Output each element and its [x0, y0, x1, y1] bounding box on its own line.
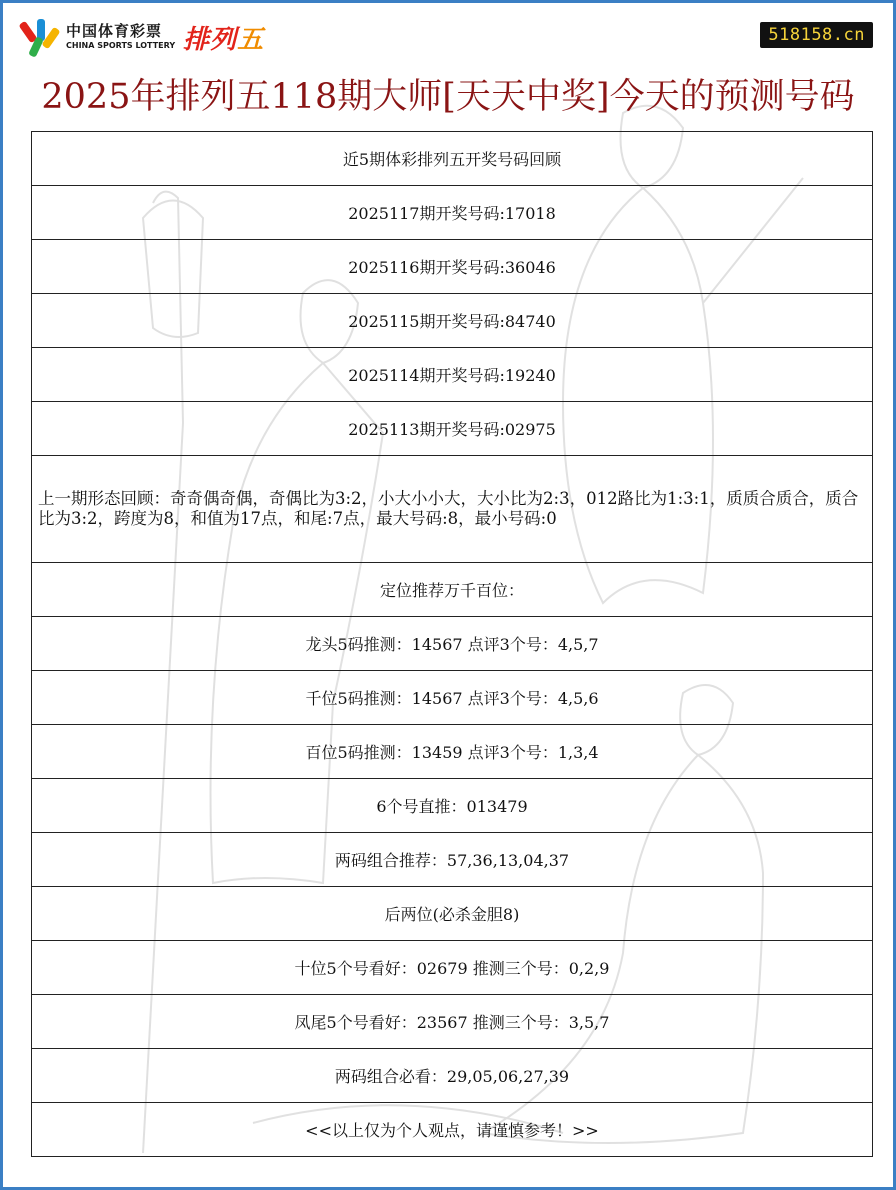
table-row-draw-2025114: 2025114期开奖号码:19240: [32, 348, 872, 402]
logo-text: [66, 24, 175, 50]
logo-cn: 中国体育彩票: [66, 22, 163, 40]
table-row-six-numbers: 6个号直推：013479: [32, 779, 872, 833]
table-row-draw-2025116: 2025116期开奖号码:36046: [32, 240, 872, 294]
table-row-baiwei: 百位5码推测：13459 点评3个号：1,3,4: [32, 725, 872, 779]
brand-part1: 排列: [183, 24, 238, 55]
page-title: 2025年排列五118期大师[天天中奖]今天的预测号码: [41, 77, 855, 117]
brand-part2: 五: [237, 24, 265, 55]
table-row-longtou: 龙头5码推测：14567 点评3个号：4,5,7: [32, 617, 872, 671]
china-sports-lottery-logo: [20, 17, 264, 57]
table-row-qianwei: 千位5码推测：14567 点评3个号：4,5,6: [32, 671, 872, 725]
table-row-draw-2025115: 2025115期开奖号码:84740: [32, 294, 872, 348]
logo-en: CHINA SPORTS LOTTERY: [66, 41, 176, 50]
site-badge[interactable]: 518158.cn: [760, 22, 873, 48]
table-row-fengwei: 凤尾5个号看好：23567 推测三个号：3,5,7: [32, 995, 872, 1049]
table-row-last-two-heading: 后两位(必杀金胆8): [32, 887, 872, 941]
table-row-position-heading: 定位推荐万千百位：: [32, 563, 872, 617]
header: [3, 3, 893, 131]
table-row-draw-2025113: 2025113期开奖号码:02975: [32, 402, 872, 456]
pattern-review-text: 上一期形态回顾：奇奇偶奇偶，奇偶比为3:2，小大小小大，大小比为2:3，012路比为1:3:1，质质合质合，质合比为3:2，跨度为8，和值为17点，和尾:7点，最大号码:8，最小号码:0: [38, 489, 859, 528]
table-row-shiwei: 十位5个号看好：02679 推测三个号：0,2,9: [32, 941, 872, 995]
lottery-logo-icon: [20, 17, 60, 57]
table-row-two-code-must: 两码组合必看：29,05,06,27,39: [32, 1049, 872, 1103]
table-row-disclaimer: <<以上仅为个人观点，请谨慎参考！>>: [32, 1103, 872, 1157]
prediction-table: [31, 131, 873, 1157]
pailie-wu-brand: [183, 19, 264, 56]
table-row-header: 近5期体彩排列五开奖号码回顾: [32, 132, 872, 186]
table-row-draw-2025117: 2025117期开奖号码:17018: [32, 186, 872, 240]
table-row-pattern-review: [32, 456, 872, 563]
table-row-two-code-combo: 两码组合推荐：57,36,13,04,37: [32, 833, 872, 887]
